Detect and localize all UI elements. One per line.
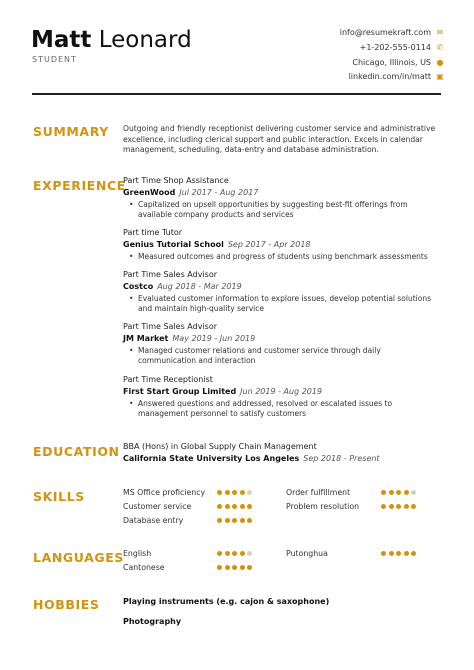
- education-heading: EDUCATION: [33, 444, 120, 459]
- degree: BBA (Hons) in Global Supply Chain Management: [123, 442, 317, 451]
- rating-dot-filled: [389, 490, 394, 495]
- rating-dot-empty: [411, 490, 416, 495]
- summary-heading: SUMMARY: [33, 124, 109, 139]
- rating-dot-filled: [217, 551, 222, 556]
- rating-dot-filled: [381, 504, 386, 509]
- skill-name: Order fulfillment: [286, 488, 351, 497]
- contact-email[interactable]: info@resumekraft.com: [339, 28, 431, 37]
- job-bullet: • Capitalized on upsell opportunities by suggesting best-fit offerings from available company products and services: [138, 200, 438, 220]
- rating-dot-filled: [404, 504, 409, 509]
- job-bullet: • Measured outcomes and progress of students using benchmark assessments: [138, 252, 438, 262]
- rating-dot-filled: [381, 490, 386, 495]
- hobbies-heading: HOBBIES: [33, 597, 100, 612]
- rating-dot-filled: [232, 565, 237, 570]
- skill-name: Customer service: [123, 502, 192, 511]
- job-bullet: • Answered questions and addressed, resolved or escalated issues to management personnel to satisfy customers: [138, 399, 438, 419]
- location-icon: ●: [436, 58, 444, 67]
- rating-dot-filled: [240, 518, 245, 523]
- rating-dot-filled: [240, 551, 245, 556]
- rating-dot-filled: [389, 504, 394, 509]
- job-company: [123, 334, 255, 343]
- company-name: JM Market: [123, 334, 169, 343]
- email-icon: ✉: [436, 28, 444, 37]
- rating-dot-filled: [232, 518, 237, 523]
- rating-dot-filled: [232, 551, 237, 556]
- rating-dot-filled: [232, 490, 237, 495]
- rating-dot-filled: [381, 551, 386, 556]
- school-name: California State University Los Angeles: [123, 454, 300, 463]
- language-name: English: [123, 549, 152, 558]
- last-name: Leonard: [98, 27, 192, 53]
- skill-name: Database entry: [123, 516, 184, 525]
- skill-name: Problem resolution: [286, 502, 360, 511]
- contact-linkedin[interactable]: linkedin.com/in/matt: [348, 72, 431, 81]
- rating-dot-filled: [217, 490, 222, 495]
- skill-name: MS Office proficiency: [123, 488, 206, 497]
- job-company: [123, 282, 242, 291]
- skill-rating: [381, 504, 416, 509]
- language-rating: [217, 551, 252, 556]
- job-title: Part Time Sales Advisor: [123, 270, 218, 279]
- rating-dot-filled: [225, 551, 230, 556]
- language-name: Cantonese: [123, 563, 165, 572]
- rating-dot-filled: [225, 565, 230, 570]
- rating-dot-filled: [225, 490, 230, 495]
- candidate-role: STUDENT: [32, 55, 77, 64]
- rating-dot-filled: [232, 504, 237, 509]
- linkedin-icon: ▣: [436, 72, 444, 81]
- rating-dot-filled: [404, 490, 409, 495]
- rating-dot-filled: [404, 551, 409, 556]
- rating-dot-filled: [225, 504, 230, 509]
- skill-rating: [217, 504, 252, 509]
- rating-dot-empty: [247, 551, 252, 556]
- job-bullet: • Evaluated customer information to explore issues, develop potential solutions and maintain high-quality service: [138, 294, 438, 314]
- rating-dot-filled: [411, 504, 416, 509]
- job-company: [123, 188, 258, 197]
- job-dates: Sep 2017 - Apr 2018: [227, 240, 311, 249]
- company-name: Genius Tutorial School: [123, 240, 224, 249]
- summary-text: Outgoing and friendly receptionist delivering customer service and administrative excellence, including clerical support and public interaction. Excels in calendar management, scheduling, data-entry and database administration.: [123, 124, 436, 154]
- rating-dot-filled: [247, 518, 252, 523]
- first-name: Matt: [31, 27, 92, 53]
- rating-dot-filled: [217, 565, 222, 570]
- experience-heading: EXPERIENCE: [33, 178, 126, 193]
- rating-dot-filled: [396, 504, 401, 509]
- rating-dot-filled: [247, 504, 252, 509]
- job-bullet: • Managed customer relations and customer service through daily communication and interaction: [138, 346, 438, 366]
- candidate-name: [31, 26, 192, 54]
- rating-dot-filled: [396, 551, 401, 556]
- skill-rating: [217, 490, 252, 495]
- rating-dot-filled: [225, 518, 230, 523]
- hobby-item: Photography: [123, 617, 182, 626]
- company-name: GreenWood: [123, 188, 176, 197]
- job-title: Part Time Sales Advisor: [123, 322, 218, 331]
- languages-heading: LANGUAGES: [33, 550, 125, 565]
- job-dates: Aug 2018 - Mar 2019: [157, 282, 242, 291]
- job-dates: Jul 2017 - Aug 2017: [179, 188, 259, 197]
- job-dates: May 2019 - Jun 2019: [172, 334, 256, 343]
- rating-dot-filled: [240, 565, 245, 570]
- hobby-item: Playing instruments (e.g. cajon & saxophone): [123, 597, 330, 606]
- contact-phone[interactable]: +1-202-555-0114: [359, 43, 431, 52]
- job-title: Part time Tutor: [123, 228, 183, 237]
- rating-dot-filled: [389, 551, 394, 556]
- company-name: Costco: [123, 282, 154, 291]
- skills-heading: SKILLS: [33, 489, 85, 504]
- rating-dot-filled: [217, 518, 222, 523]
- rating-dot-filled: [247, 565, 252, 570]
- job-company: [123, 387, 322, 396]
- job-title: Part Time Receptionist: [123, 375, 213, 384]
- job-dates: Jun 2019 - Aug 2019: [240, 387, 323, 396]
- job-company: [123, 240, 311, 249]
- school: [123, 454, 380, 463]
- language-rating: [217, 565, 252, 570]
- language-rating: [381, 551, 416, 556]
- company-name: First Start Group Limited: [123, 387, 237, 396]
- job-title: Part Time Shop Assistance: [123, 176, 229, 185]
- rating-dot-filled: [240, 490, 245, 495]
- education-dates: Sep 2018 - Present: [303, 454, 380, 463]
- rating-dot-filled: [240, 504, 245, 509]
- rating-dot-filled: [396, 490, 401, 495]
- skill-rating: [217, 518, 252, 523]
- rating-dot-filled: [411, 551, 416, 556]
- header-divider: [32, 93, 441, 95]
- language-name: Putonghua: [286, 549, 328, 558]
- contact-location: Chicago, Illinois, US: [352, 58, 431, 67]
- phone-icon: ✆: [436, 43, 444, 52]
- rating-dot-empty: [247, 490, 252, 495]
- rating-dot-filled: [217, 504, 222, 509]
- skill-rating: [381, 490, 416, 495]
